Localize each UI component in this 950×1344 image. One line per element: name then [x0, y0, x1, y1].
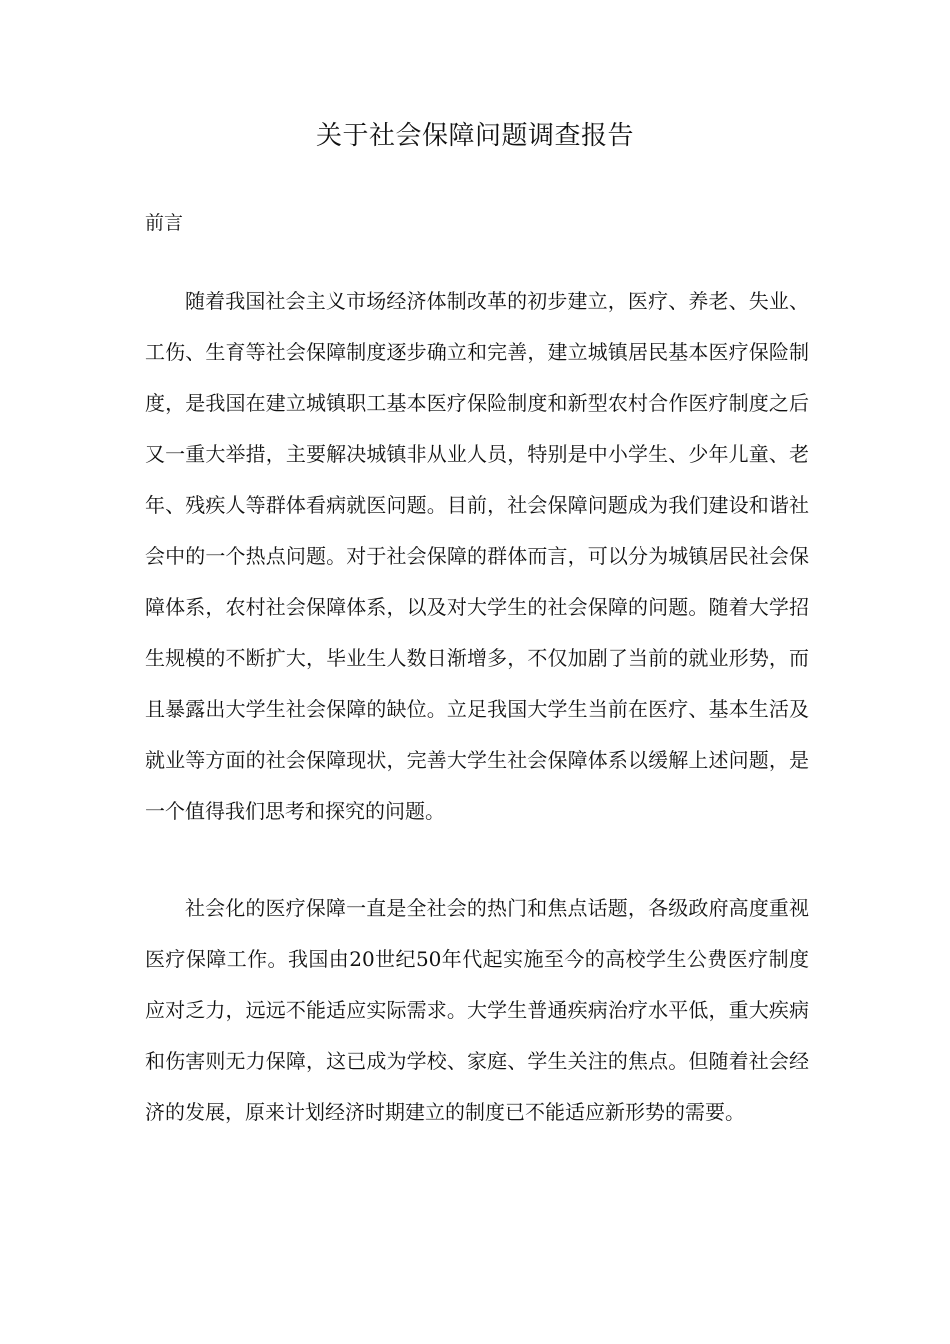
body-paragraph-1: 随着我国社会主义市场经济体制改革的初步建立，医疗、养老、失业、工伤、生育等社会保障制度逐步确立和完善，建立城镇居民基本医疗保险制度，是我国在建立城镇职工基本医疗保险制度和新型农村合作医疗制度之后又一重大举措，主要解决城镇非从业人员，特别是中小学生、少年儿童、老年、残疾人等群体看病就医问题。目前，社会保障问题成为我们建设和谐社会中的一个热点问题。对于社会保障的群体而言，可以分为城镇居民社会保障体系，农村社会保障体系，以及对大学生的社会保障的问题。随着大学招生规模的不断扩大，毕业生人数日渐增多，不仅加剧了当前的就业形势，而且暴露出大学生社会保障的缺位。立足我国大学生当前在医疗、基本生活及就业等方面的社会保障现状，完善大学生社会保障体系以缓解上述问题，是一个值得我们思考和探究的问题。	[145, 289, 809, 823]
body-paragraph-2: 社会化的医疗保障一直是全社会的热门和焦点话题，各级政府高度重视医疗保障工作。我国由20世纪50年代起实施至今的高校学生公费医疗制度应对乏力，远远不能适应实际需求。大学生普通疾病治疗水平低，重大疾病和伤害则无力保障，这已成为学校、家庭、学生关注的焦点。但随着社会经济的发展，原来计划经济时期建立的制度已不能适应新形势的需要。	[145, 896, 809, 1124]
document-title: 关于社会保障问题调查报告	[315, 121, 634, 151]
section-heading-preface: 前言	[145, 212, 184, 234]
